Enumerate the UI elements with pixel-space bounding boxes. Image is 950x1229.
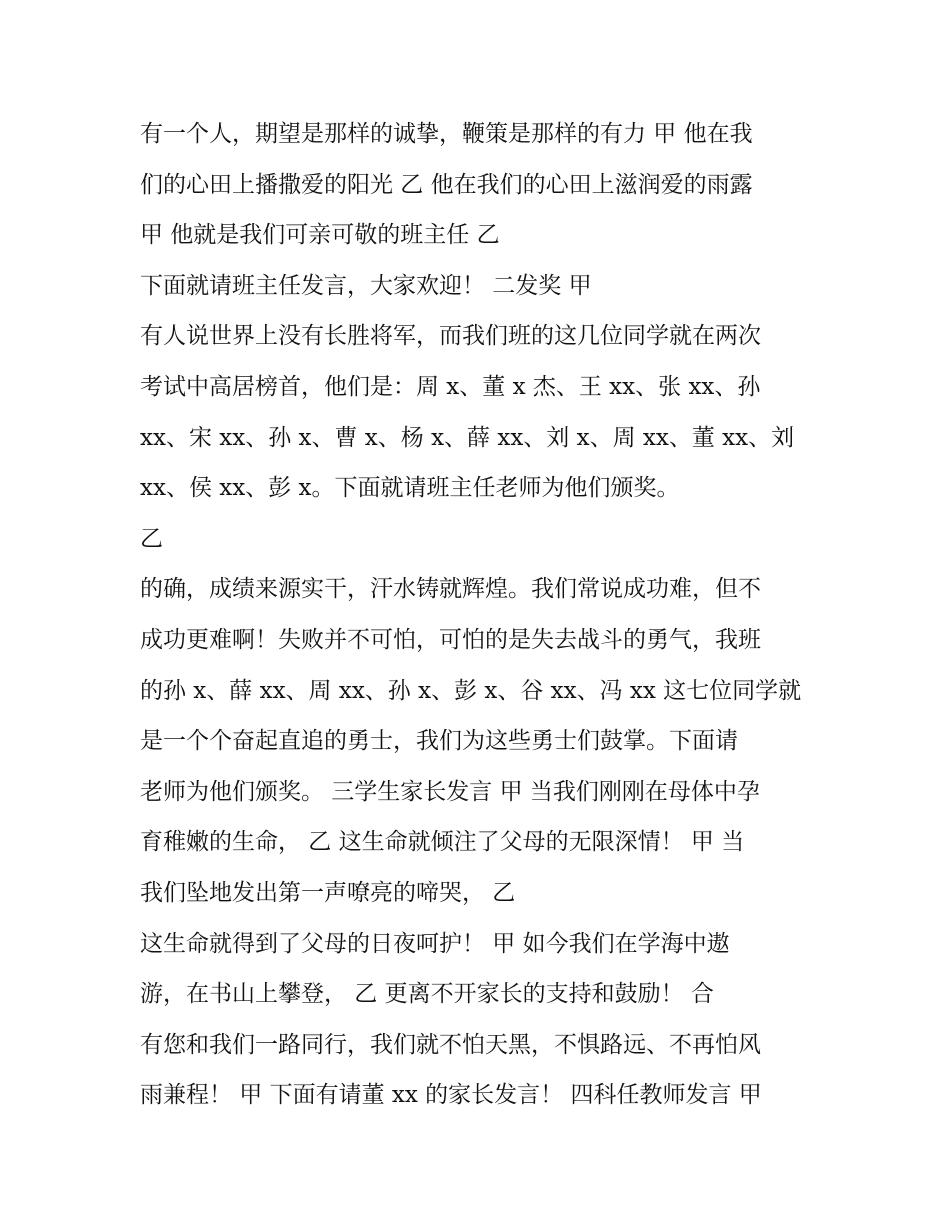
text-line: 游，在书山上攀登， 乙 更离不开家长的支持和鼓励！ 合 bbox=[140, 981, 714, 1008]
text-line: xx、侯 xx、彭 x。下面就请班主任老师为他们颁奖。 bbox=[140, 475, 680, 502]
text-line: 成功更难啊！失败并不可怕，可怕的是失去战斗的勇气，我班 bbox=[140, 626, 761, 653]
body-text bbox=[140, 109, 830, 1121]
text-line: 有您和我们一路同行，我们就不怕天黑，不惧路远、不再怕风 bbox=[140, 1031, 761, 1058]
text-line: 们的心田上播撒爱的阳光 乙 他在我们的心田上滋润爱的雨露 bbox=[140, 171, 753, 198]
text-line: 我们坠地发出第一声嘹亮的啼哭， 乙 bbox=[140, 879, 516, 906]
text-line: 的孙 x、薛 xx、周 xx、孙 x、彭 x、谷 xx、冯 xx 这七位同学就 bbox=[140, 677, 802, 704]
text-line: 雨兼程！ 甲 下面有请董 xx 的家长发言！ 四科任教师发言 甲 bbox=[140, 1082, 762, 1109]
text-line: 是一个个奋起直追的勇士，我们为这些勇士们鼓掌。下面请 bbox=[140, 728, 738, 755]
text-line: 考试中高居榜首，他们是：周 x、董 x 杰、王 xx、张 xx、孙 bbox=[140, 373, 761, 400]
text-line: 有人说世界上没有长胜将军，而我们班的这几位同学就在两次 bbox=[140, 323, 761, 350]
text-line: 老师为他们颁奖。 三学生家长发言 甲 当我们刚刚在母体中孕 bbox=[140, 778, 760, 805]
text-line: 乙 bbox=[140, 525, 163, 552]
text-line: 的确，成绩来源实干，汗水铸就辉煌。我们常说成功难，但不 bbox=[140, 576, 761, 603]
text-line: 这生命就得到了父母的日夜呵护！ 甲 如今我们在学海中遨 bbox=[140, 930, 730, 957]
text-line: 育稚嫩的生命， 乙 这生命就倾注了父母的无限深情！ 甲 当 bbox=[140, 829, 745, 856]
text-line: 有一个人，期望是那样的诚挚，鞭策是那样的有力 甲 他在我 bbox=[140, 121, 753, 147]
text-line: 甲 他就是我们可亲可敬的班主任 乙 bbox=[140, 222, 500, 249]
text-line: xx、宋 xx、孙 x、曹 x、杨 x、薛 xx、刘 x、周 xx、董 xx、刘 bbox=[140, 424, 795, 451]
text-line: 下面就请班主任发言，大家欢迎！ 二发奖 甲 bbox=[140, 272, 592, 299]
